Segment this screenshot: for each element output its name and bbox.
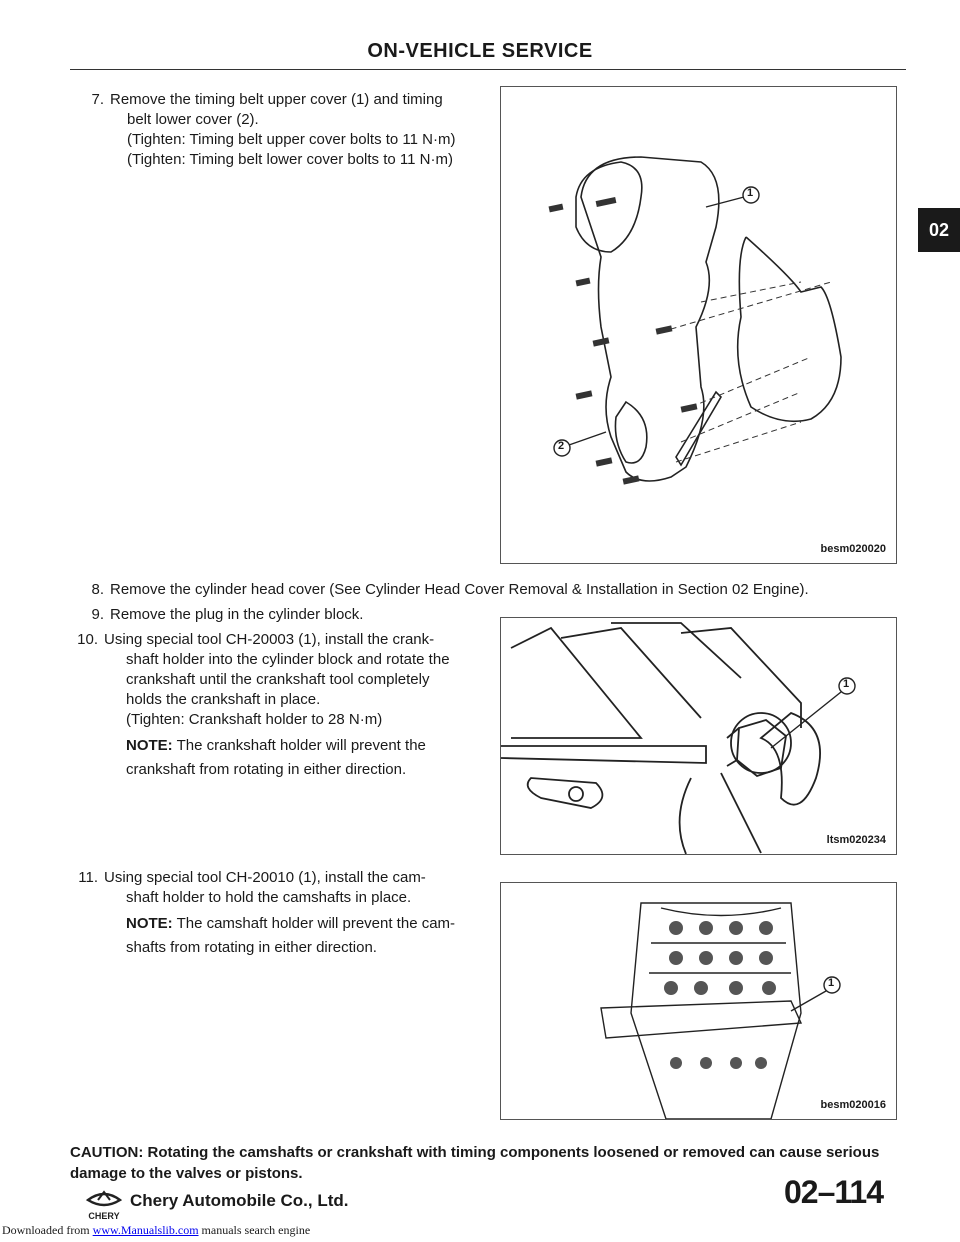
step-text: shaft holder into the cylinder block and rotate the <box>126 651 450 668</box>
step-text: Remove the plug in the cylinder block. <box>110 606 364 623</box>
note <box>104 736 450 756</box>
camshaft-holder-illustration <box>501 883 896 1119</box>
chery-logo <box>84 1188 124 1227</box>
callout-1: 1 <box>747 187 754 199</box>
figure-id: ltsm020234 <box>826 834 886 846</box>
svg-text:CHERY: CHERY <box>88 1211 120 1221</box>
page-number: 02–114 <box>784 1174 884 1210</box>
step-text: crankshaft until the crankshaft tool completely <box>126 671 430 688</box>
step-number: 8. <box>91 581 104 598</box>
figure-timing-belt-covers <box>500 86 897 564</box>
step-text: shaft holder to hold the camshafts in place. <box>126 889 412 906</box>
note-label: NOTE: <box>126 915 173 932</box>
crankshaft-holder-illustration <box>501 618 896 854</box>
footer <box>0 1168 960 1242</box>
step-text: (Tighten: Timing belt upper cover bolts to 11 N·m) <box>127 131 456 148</box>
note-text: The camshaft holder will prevent the cam- <box>176 915 456 932</box>
callout-1: 1 <box>843 678 850 690</box>
callout-2: 2 <box>558 440 565 452</box>
callout-1: 1 <box>828 977 835 989</box>
step-text: belt lower cover (2). <box>127 111 259 128</box>
step-text: Remove the cylinder head cover (See Cylinder Head Cover Removal & Installation in Section 02 Engine). <box>110 581 809 598</box>
page-header-title: ON-VEHICLE SERVICE <box>367 40 593 62</box>
note-text: The crankshaft holder will prevent the <box>176 737 426 754</box>
manualslib-link[interactable]: www.Manualslib.com <box>92 1223 199 1237</box>
step-text: holds the crankshaft in place. <box>126 691 321 708</box>
step-number: 11. <box>78 869 98 886</box>
figure-id: besm020016 <box>820 1099 886 1111</box>
section-tab[interactable]: 02 <box>918 208 960 252</box>
company-name: Chery Automobile Co., Ltd. <box>130 1191 349 1210</box>
step-number: 9. <box>91 606 104 623</box>
download-prefix: Downloaded from <box>2 1223 90 1237</box>
step-text: Using special tool CH-20003 (1), install the crank- <box>104 631 435 648</box>
figure-crankshaft-holder <box>500 617 897 855</box>
note-label: NOTE: <box>126 737 173 754</box>
note-text: shafts from rotating in either direction. <box>126 939 377 956</box>
step-text: Using special tool CH-20010 (1), install the cam- <box>104 869 426 886</box>
caution-text: CAUTION: Rotating the camshafts or crankshaft with timing components loosened or removed can cause serious damage to the valves or pistons. <box>70 1144 880 1182</box>
figure-camshaft-holder <box>500 882 897 1120</box>
header-divider <box>70 69 906 70</box>
download-suffix: manuals search engine <box>201 1223 311 1237</box>
step-number: 7. <box>91 91 104 108</box>
step-text: (Tighten: Timing belt lower cover bolts to 11 N·m) <box>127 151 453 168</box>
figure-id: besm020020 <box>820 543 886 555</box>
note <box>104 914 455 934</box>
note-text: crankshaft from rotating in either direction. <box>126 761 407 778</box>
download-attribution <box>2 1223 310 1238</box>
step-number: 10. <box>77 631 98 648</box>
step-text: Remove the timing belt upper cover (1) and timing <box>110 91 443 108</box>
timing-cover-illustration <box>501 87 896 563</box>
step-text: (Tighten: Crankshaft holder to 28 N·m) <box>126 711 383 728</box>
